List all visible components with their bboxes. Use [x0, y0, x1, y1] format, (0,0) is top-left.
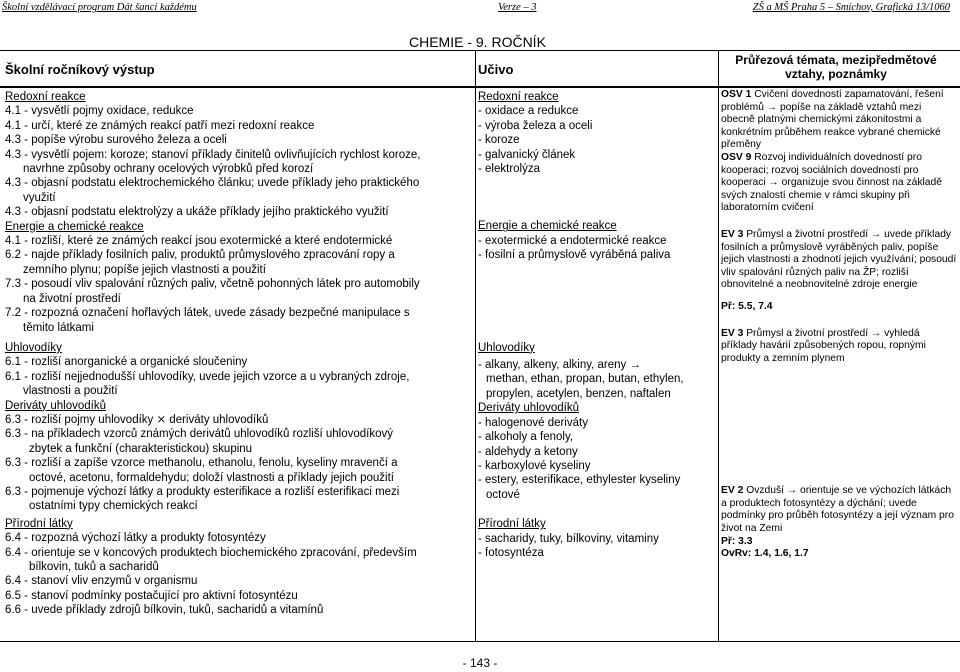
list-item: na životní prostředí: [23, 292, 121, 305]
list-item: 6.3 - na příkladech vzorců známých derivátů uhlovodíků rozliší uhlovodíkový: [5, 428, 394, 441]
section-natural-substances: Přírodní látky: [5, 517, 73, 530]
list-item: methan, ethan, propan, butan, ethylen,: [486, 373, 684, 386]
note-reference-pr2: Př: 3.3: [721, 535, 753, 547]
list-item: - elektrolýza: [478, 163, 540, 176]
list-item: vlastnosti a použití: [23, 385, 118, 398]
note-code: EV 3: [721, 327, 744, 339]
section-hydrocarbons: Uhlovodíky: [478, 341, 535, 354]
list-item: - aldehydy a ketony: [478, 445, 578, 458]
header-school-address: ZŠ a MŠ Praha 5 – Smíchov, Grafická 13/1060: [752, 2, 950, 13]
note-code: EV 3: [721, 228, 744, 240]
section-redox: Redoxní reakce: [478, 91, 559, 103]
cross-curricular-column: [721, 89, 957, 561]
list-item: - fosilní a průmyslově vyráběná paliva: [478, 249, 671, 262]
list-item: 4.1 - rozliší, které ze známých reakcí jsou exotermické a které endotermické: [5, 235, 393, 248]
note-text: Rozvoj individuálních dovedností pro kooperaci; rozvoj sociálních dovedností pro kooperaci → organizuje svou činnost na základě svých znalostí chemie v rámci skupiny při laboratorním cvičení: [721, 151, 942, 214]
list-item: 4.3 - vysvětlí pojem: koroze; stanoví příklady činitelů ovlivňujících rychlost koroze,: [5, 148, 421, 161]
column-divider-1: [475, 50, 476, 642]
list-item: těmito látkami: [23, 321, 94, 334]
section-hydrocarbons: Uhlovodíky: [5, 341, 62, 354]
list-item: - alkoholy a fenoly,: [478, 431, 574, 444]
curriculum-column: [478, 90, 716, 560]
note-ev3-accidents: [721, 328, 957, 366]
column-divider-2: [718, 50, 719, 642]
list-item: 6.2 - najde příklady fosilních paliv, produktů průmyslového zpracování ropy a: [5, 249, 395, 262]
list-item: 4.1 - určí, které ze známých reakcí patří mezi redoxní reakce: [5, 119, 315, 132]
note-ev3-fuels: [721, 229, 957, 292]
list-item: bílkovin, tuků a sacharidů: [29, 561, 159, 573]
table-bottom-border: [0, 641, 960, 642]
list-item: 6.3 - rozliší a zapíše vzorce methanolu, ethanolu, fenolu, kyseliny mravenčí a: [5, 457, 398, 470]
section-natural-substances: Přírodní látky: [478, 518, 546, 531]
list-item: - oxidace a redukce: [478, 105, 579, 118]
table-header-divider: [0, 86, 960, 88]
list-item: - sacharidy, tuky, bílkoviny, vitaminy: [478, 532, 659, 545]
section-energy: Energie a chemické reakce: [478, 220, 617, 233]
note-code: OSV 1: [721, 89, 752, 100]
list-item: octové, acetonu, formaldehydu; doloží vlastnosti a příklady jejich použití: [29, 471, 395, 484]
list-item: navrhne způsoby ochrany ocelových výrobků před korozí: [23, 163, 314, 176]
note-code: EV 2: [721, 485, 744, 497]
list-item: 6.1 - rozliší nejjednodušší uhlovodíky, uvede jejich vzorce a u vybraných zdroje,: [5, 370, 410, 383]
list-item: - galvanický článek: [478, 148, 576, 161]
list-item: 6.1 - rozliší anorganické a organické sloučeniny: [5, 356, 248, 369]
list-item: - výroba železa a oceli: [478, 119, 593, 132]
list-item: propylen, acetylen, benzen, naftalen: [486, 387, 671, 400]
list-item: - fotosyntéza: [478, 546, 544, 559]
list-item: 7.3 - posoudí vliv spalování různých paliv, včetně pohonných látek pro automobily: [5, 278, 420, 291]
list-item: 6.3 - pojmenuje výchozí látky a produkty esterifikace a rozliší esterifikaci mezi: [5, 485, 400, 498]
list-item: 6.4 - rozpozná výchozí látky a produkty fotosyntézy: [5, 532, 266, 545]
list-item: - exotermické a endotermické reakce: [478, 234, 667, 247]
list-item: - karboxylové kyseliny: [478, 459, 591, 472]
note-reference-ovrv: OvRv: 1.4, 1.6, 1.7: [721, 548, 809, 560]
section-energy: Energie a chemické reakce: [5, 220, 144, 233]
table-top-border: [0, 50, 960, 51]
column-header-cross-curricular: Průřezová témata, mezipředmětové vztahy, poznámky: [735, 53, 937, 81]
list-item: - koroze: [478, 134, 520, 147]
section-derivatives: Deriváty uhlovodíků: [5, 399, 106, 412]
note-osv9: [721, 152, 957, 215]
list-item: 4.3 - objasní podstatu elektrolýzy a ukáže příklady jejího praktického využití: [5, 206, 389, 219]
list-item: 7.2 - rozpozná označení hořlavých látek, uvede zásady bezpečné manipulace s: [5, 307, 410, 320]
header-version: Verze – 3: [498, 2, 537, 13]
list-item: 6.5 - stanoví podmínky postačující pro aktivní fotosyntézu: [5, 589, 298, 602]
list-item: 6.6 - uvede příklady zdrojů bílkovin, tuků, sacharidů a vitamínů: [5, 604, 324, 617]
note-osv1: [721, 89, 957, 152]
list-item: zbytek a funkční (charakteristickou) skupinu: [29, 442, 253, 455]
list-item: využití: [23, 191, 56, 204]
section-derivatives: Deriváty uhlovodíků: [478, 402, 579, 415]
list-item: - halogenové deriváty: [478, 416, 588, 429]
outcomes-column: [5, 90, 473, 618]
note-ev2: [721, 485, 957, 535]
column-header-outcomes: Školní ročníkový výstup: [5, 62, 155, 77]
list-item: - alkany, alkeny, alkiny, areny →: [478, 359, 641, 372]
list-item: 4.3 - popíše výrobu surového železa a oceli: [5, 134, 227, 147]
column-header-curriculum: Učivo: [478, 62, 514, 77]
page-title: CHEMIE - 9. ROČNÍK: [409, 34, 546, 50]
list-item: octové: [486, 488, 520, 501]
note-code: OSV 9: [721, 151, 752, 163]
header-school-program: Školní vzdělávací program Dát šanci každému: [2, 2, 197, 13]
list-item: 6.4 - stanoví vliv enzymů v organismu: [5, 575, 198, 588]
list-item: 6.3 - rozliší pojmy uhlovodíky ⨯ deriváty uhlovodíků: [5, 413, 269, 426]
section-redox: Redoxní reakce: [5, 91, 86, 103]
note-text: Průmysl a životní prostředí → uvede příklady fosilních a průmyslově vyráběných paliv, popíše jejich vlastnosti a zhodnotí jejich využívání; posoudí vliv spalování různých paliv na ŽP; rozliší obnovitelné a neobnovitelné zdroje energie: [721, 228, 957, 291]
list-item: ostatními typy chemických reakcí: [29, 500, 198, 513]
list-item: 4.3 - objasní podstatu elektrochemického článku; uvede příklady jeho praktického: [5, 177, 420, 190]
list-item: - estery, esterifikace, ethylester kyseliny: [478, 474, 681, 487]
note-text: Cvičení dovedností zapamatování, řešení problémů → popíše na základě vztahů mezi obecně platnými chemickými zákonitostmi a konkrétním průběhem reakce vybrané chemické přeměny: [721, 89, 944, 151]
note-text: Ovzduší → orientuje se ve výchozích látkách a produktech fotosyntézy a dýchání; uvede podmínky pro průběh fotosyntézy a její význam pro život na Zemi: [721, 485, 954, 535]
page-number: - 143 -: [462, 656, 498, 670]
note-reference-pr1: Př: 5.5, 7.4: [721, 300, 773, 312]
list-item: 6.4 - orientuje se v koncových produktech biochemického zpracování, především: [5, 546, 417, 559]
note-text: Průmysl a životní prostředí → vyhledá příklady havárií způsobených ropou, ropnými produkty a zemním plynem: [721, 327, 926, 364]
list-item: 4.1 - vysvětlí pojmy oxidace, redukce: [5, 105, 194, 118]
page-header: [0, 2, 960, 16]
list-item: zemního plynu; popíše jejich vlastnosti a použití: [23, 263, 266, 276]
